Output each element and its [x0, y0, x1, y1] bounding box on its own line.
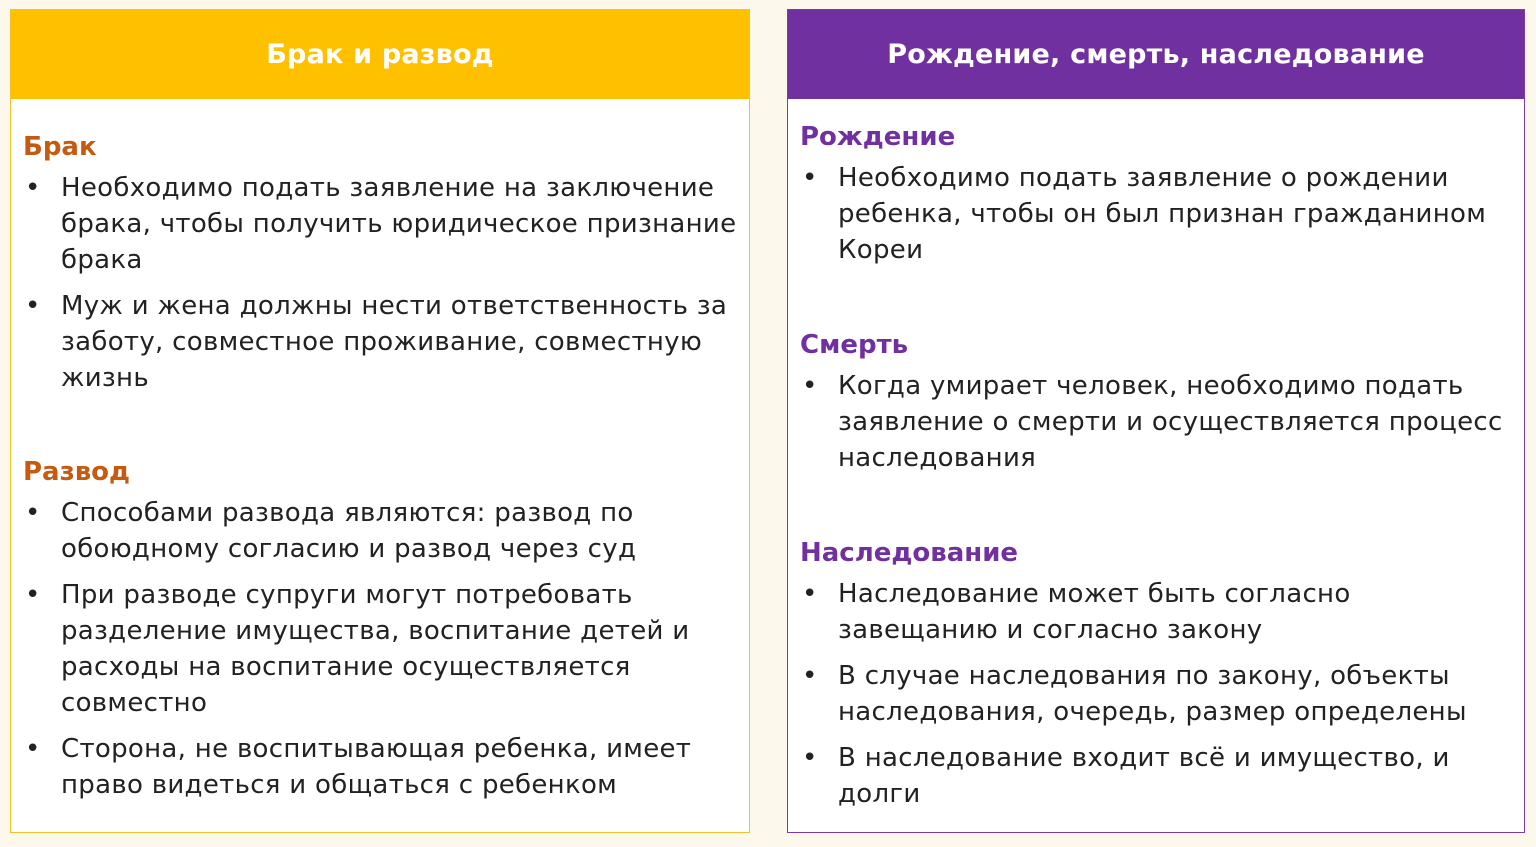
list-item [800, 576, 1514, 648]
bullet-icon: • [25, 291, 41, 321]
bullet-icon: • [25, 580, 41, 610]
bullet-icon: • [802, 579, 818, 609]
section-title: Наследование [800, 538, 1019, 568]
bullet-icon: • [25, 498, 41, 528]
panel-title: Брак и развод [11, 10, 749, 99]
list-item [23, 731, 739, 803]
list-item-text: В наследование входит всё и имущество, и долги [838, 743, 1450, 809]
bullet-icon: • [802, 371, 818, 401]
list-item-text: При разводе супруги могут потребовать разделение имущества, воспитание детей и расходы на воспитание осуществляется совместно [61, 580, 690, 718]
bullet-list [23, 170, 739, 396]
section-death [800, 328, 1514, 486]
list-item [800, 740, 1514, 812]
list-item [23, 495, 739, 567]
section-title: Рождение [800, 122, 956, 152]
list-item-text: Наследование может быть согласно завещанию и согласно закону [838, 579, 1351, 645]
bullet-icon: • [802, 661, 818, 691]
list-item [23, 288, 739, 396]
list-item-text: Способами развода являются: развод по обоюдному согласию и развод через суд [61, 498, 637, 564]
bullet-icon: • [25, 173, 41, 203]
list-item [23, 577, 739, 721]
bullet-list [800, 160, 1514, 268]
bullet-list [800, 576, 1514, 812]
list-item [800, 658, 1514, 730]
list-item-text: Муж и жена должны нести ответственность за заботу, совместное проживание, совместную жизнь [61, 291, 728, 393]
bullet-icon: • [802, 163, 818, 193]
list-item-text: Когда умирает человек, необходимо подать заявление о смерти и осуществляется процесс наследования [838, 371, 1503, 473]
panel-birth-death-inheritance [787, 9, 1525, 833]
list-item-text: Необходимо подать заявление о рождении ребенка, чтобы он был признан гражданином Кореи [838, 163, 1487, 265]
list-item-text: Необходимо подать заявление на заключение брака, чтобы получить юридическое признание брака [61, 173, 737, 275]
section-divorce [23, 455, 739, 813]
bullet-list [800, 368, 1514, 476]
list-item [23, 170, 739, 278]
section-inheritance [800, 536, 1514, 822]
list-item [800, 160, 1514, 268]
bullet-icon: • [25, 734, 41, 764]
bullet-icon: • [802, 743, 818, 773]
list-item [800, 368, 1514, 476]
section-title: Смерть [800, 330, 909, 360]
bullet-list [23, 495, 739, 803]
panel-title: Рождение, смерть, наследование [788, 10, 1524, 99]
section-title: Развод [23, 457, 131, 487]
list-item-text: Сторона, не воспитывающая ребенка, имеет право видеться и общаться с ребенком [61, 734, 692, 800]
section-birth [800, 120, 1514, 278]
list-item-text: В случае наследования по закону, объекты наследования, очередь, размер определены [838, 661, 1467, 727]
section-marriage [23, 130, 739, 406]
section-title: Брак [23, 132, 97, 162]
panel-marriage-divorce [10, 9, 750, 833]
